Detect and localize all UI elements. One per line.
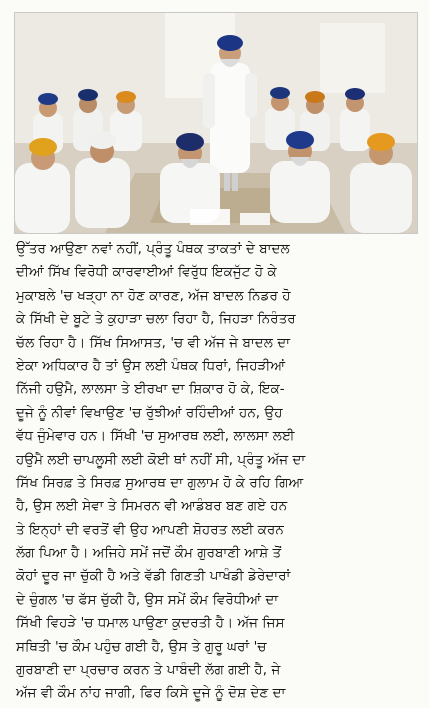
article-line: ਦੂਜੇ ਨੂੰ ਨੀਵਾਂ ਵਿਖਾਉਣ 'ਚ ਰੁੱਝੀਆਂ ਰਹਿੰਦੀਆਂ ਹਨ, ਉਹ [16,405,283,421]
article-line: ਨਿੱਜੀ ਹਉਮੈ, ਲਾਲਸਾ ਤੇ ਈਰਖਾ ਦਾ ਸ਼ਿਕਾਰ ਹੋ ਕੇ, ਇਕ- [16,382,285,398]
article-line: ਸਿੱਖੀ ਵਿਹੜੇ 'ਚ ਧਮਾਲ ਪਾਉਣਾ ਕੁਦਰਤੀ ਹੈ। ਅੱਜ ਜਿਸ [16,616,285,632]
article-line: ਹੈ, ਉਸ ਲਈ ਸੇਵਾ ਤੇ ਸਿਮਰਨ ਵੀ ਆਡੰਬਰ ਬਣ ਗਏ ਹਨ [16,499,288,515]
article-body [16,238,416,706]
article-line: ਦੀਆਂ ਸਿੱਖ ਵਿਰੋਧੀ ਕਾਰਵਾਈਆਂ ਵਿਰੁੱਧ ਇਕਜੁੱਟ ਹੋ ਕੇ [16,265,277,281]
article-line: ਉੱਤਰ ਆਉਣਾ ਨਵਾਂ ਨਹੀਂ, ਪ੍ਰੰਤੂ ਪੰਥਕ ਤਾਕਤਾਂ ਦੇ ਬਾਦਲ [16,242,290,257]
article-line: ਏਕਾ ਅਧਿਕਾਰ ਹੈ ਤਾਂ ਉਸ ਲਈ ਪੰਥਕ ਧਿਰਾਂ, ਜਿਹੜੀਆਂ [16,358,286,374]
article-line: ਤੇ ਇਨ੍ਹਾਂ ਦੀ ਵਰਤੋਂ ਵੀ ਉਹ ਆਪਣੀ ਸ਼ੋਹਰਤ ਲਈ ਕਰਨ [16,522,284,538]
article-line: ਸਿੱਖ ਸਿਰਫ਼ ਤੇ ਸਿਰਫ਼ ਸੁਆਰਥ ਦਾ ਗੁਲਾਮ ਹੋ ਕੇ ਰਹਿ ਗਿਆ [16,475,304,491]
article-line: ਮੁਕਾਬਲੇ 'ਚ ਖੜ੍ਹਾ ਨਾ ਹੋਣ ਕਾਰਣ, ਅੱਜ ਬਾਦਲ ਨਿਡਰ ਹੋ [16,288,291,304]
article-line: ਲੱਗ ਪਿਆ ਹੈ। ਅਜਿਹੇ ਸਮੇਂ ਜਦੋਂ ਕੌਮ ਗੁਰਬਾਣੀ ਆਸ਼ੇ ਤੋਂ [16,546,282,562]
article-line: ਕੇ ਸਿੱਖੀ ਦੇ ਬੂਟੇ ਤੇ ਕੁਹਾੜਾ ਚਲਾ ਰਿਹਾ ਹੈ, ਜਿਹੜਾ ਨਿਰੰਤਰ [16,312,296,328]
article-line: ਗੁਰਬਾਣੀ ਦਾ ਪ੍ਰਚਾਰ ਕਰਨ ਤੇ ਪਾਬੰਦੀ ਲੱਗ ਗਈ ਹੈ, ਜੇ [16,663,281,679]
gathering-photo [14,12,418,234]
article-line: ਵੱਧ ਜੁੰਮੇਵਾਰ ਹਨ। ਸਿੱਖੀ 'ਚ ਸੁਆਰਥ ਲਈ, ਲਾਲਸਾ ਲਈ [16,429,295,445]
article-line: ਚੱਲ ਰਿਹਾ ਹੈ। ਸਿੱਖ ਸਿਆਸਤ, 'ਚ ਵੀ ਅੱਜ ਜੇ ਬਾਦਲ ਦਾ [16,335,291,351]
article-line: ਦੇ ਚੁੰਗਲ 'ਚ ਫੱਸ ਚੁੱਕੀ ਹੈ, ਉਸ ਸਮੇਂ ਕੌਮ ਵਿਰੋਧੀਆਂ ਦਾ [16,592,279,608]
article-line: ਸਥਿਤੀ 'ਚ ਕੌਮ ਪਹੁੰਚ ਗਈ ਹੈ, ਉਸ ਤੇ ਗੁਰੂ ਘਰਾਂ 'ਚ [16,639,267,655]
article-line: ਕੋਹਾਂ ਦੂਰ ਜਾ ਚੁੱਕੀ ਹੈ ਅਤੇ ਵੱਡੀ ਗਿਣਤੀ ਪਾਖੰਡੀ ਡੇਰੇਦਾਰਾਂ [16,569,291,585]
article-line: ਅੱਜ ਵੀ ਕੌਮ ਨਾਂਹ ਜਾਗੀ, ਫਿਰ ਕਿਸੇ ਦੂਜੇ ਨੂੰ ਦੋਸ਼ ਦੇਣ ਦਾ [16,686,286,702]
photo-scene [15,13,417,233]
article-line: ਹਉਮੈ ਲਈ ਚਾਪਲੂਸੀ ਲਈ ਕੋਈ ਥਾਂ ਨਹੀਂ ਸੀ, ਪ੍ਰੰਤੂ ਅੱਜ ਦਾ [16,452,306,468]
